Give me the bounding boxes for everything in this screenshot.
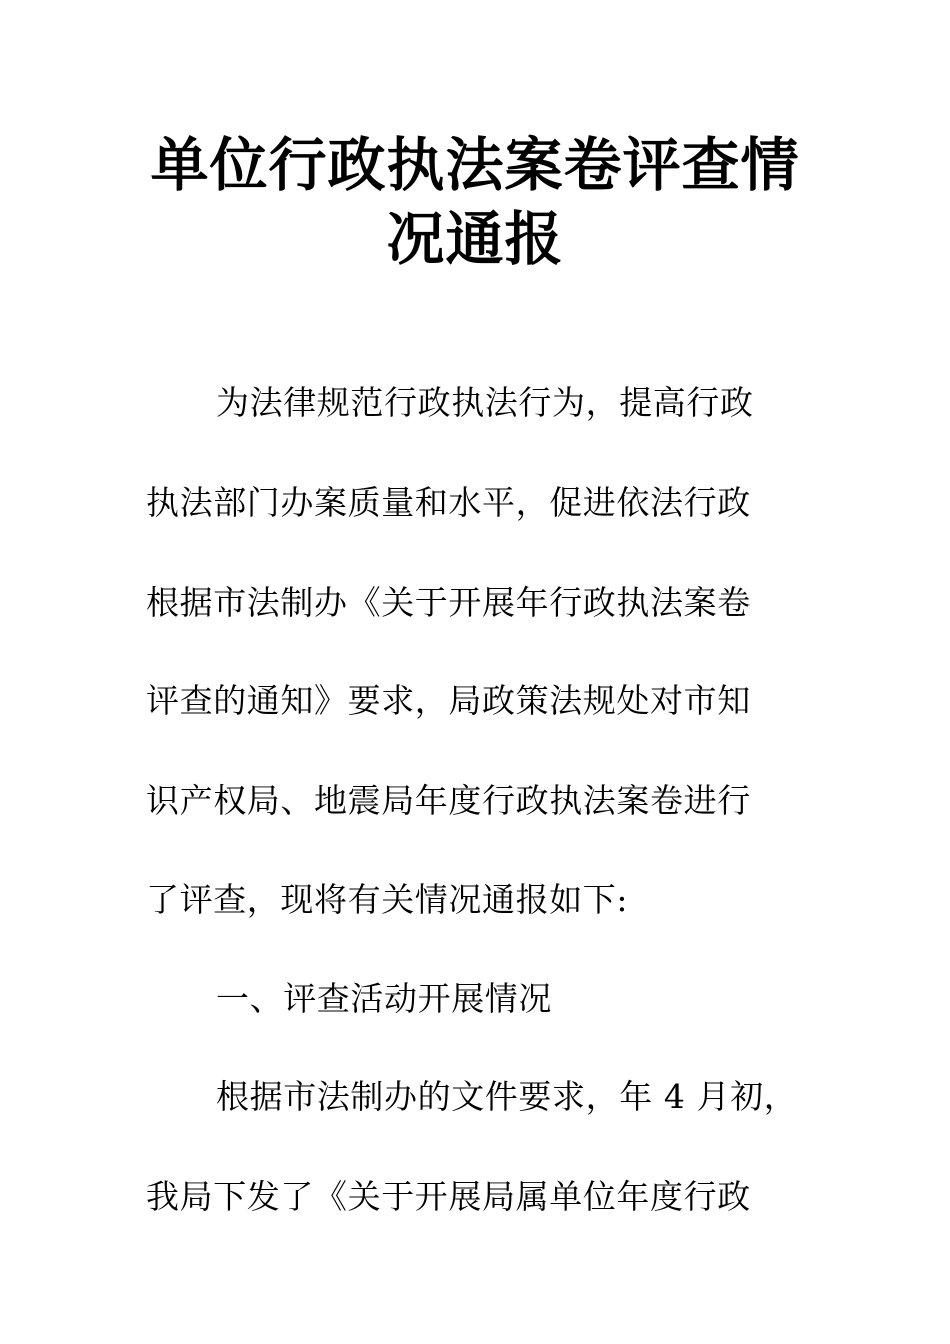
paragraph-1-line-5: 识产权局、地震局年度行政执法案卷进行 [146,781,751,820]
document-title-line-1: 单位行政执法案卷评查情 [150,131,800,199]
paragraph-2-line-2: 我局下发了《关于开展局属单位年度行政 [146,1177,751,1216]
section-heading-1: 一、评查活动开展情况 [216,979,552,1018]
paragraph-2-line-1: 根据市法制办的文件要求，年 4 月初， [216,1077,798,1116]
paragraph-1-line-3: 根据市法制办《关于开展年行政执法案卷 [146,583,751,622]
paragraph-1-line-2: 执法部门办案质量和水平，促进依法行政 [146,483,751,522]
paragraph-1-line-4: 评查的通知》要求，局政策法规处对市知 [146,681,751,720]
paragraph-1-line-6: 了评查，现将有关情况通报如下: [146,880,629,919]
paragraph-1-line-1: 为法律规范行政执法行为，提高行政 [216,383,754,422]
document-title-line-2: 况通报 [386,205,564,273]
